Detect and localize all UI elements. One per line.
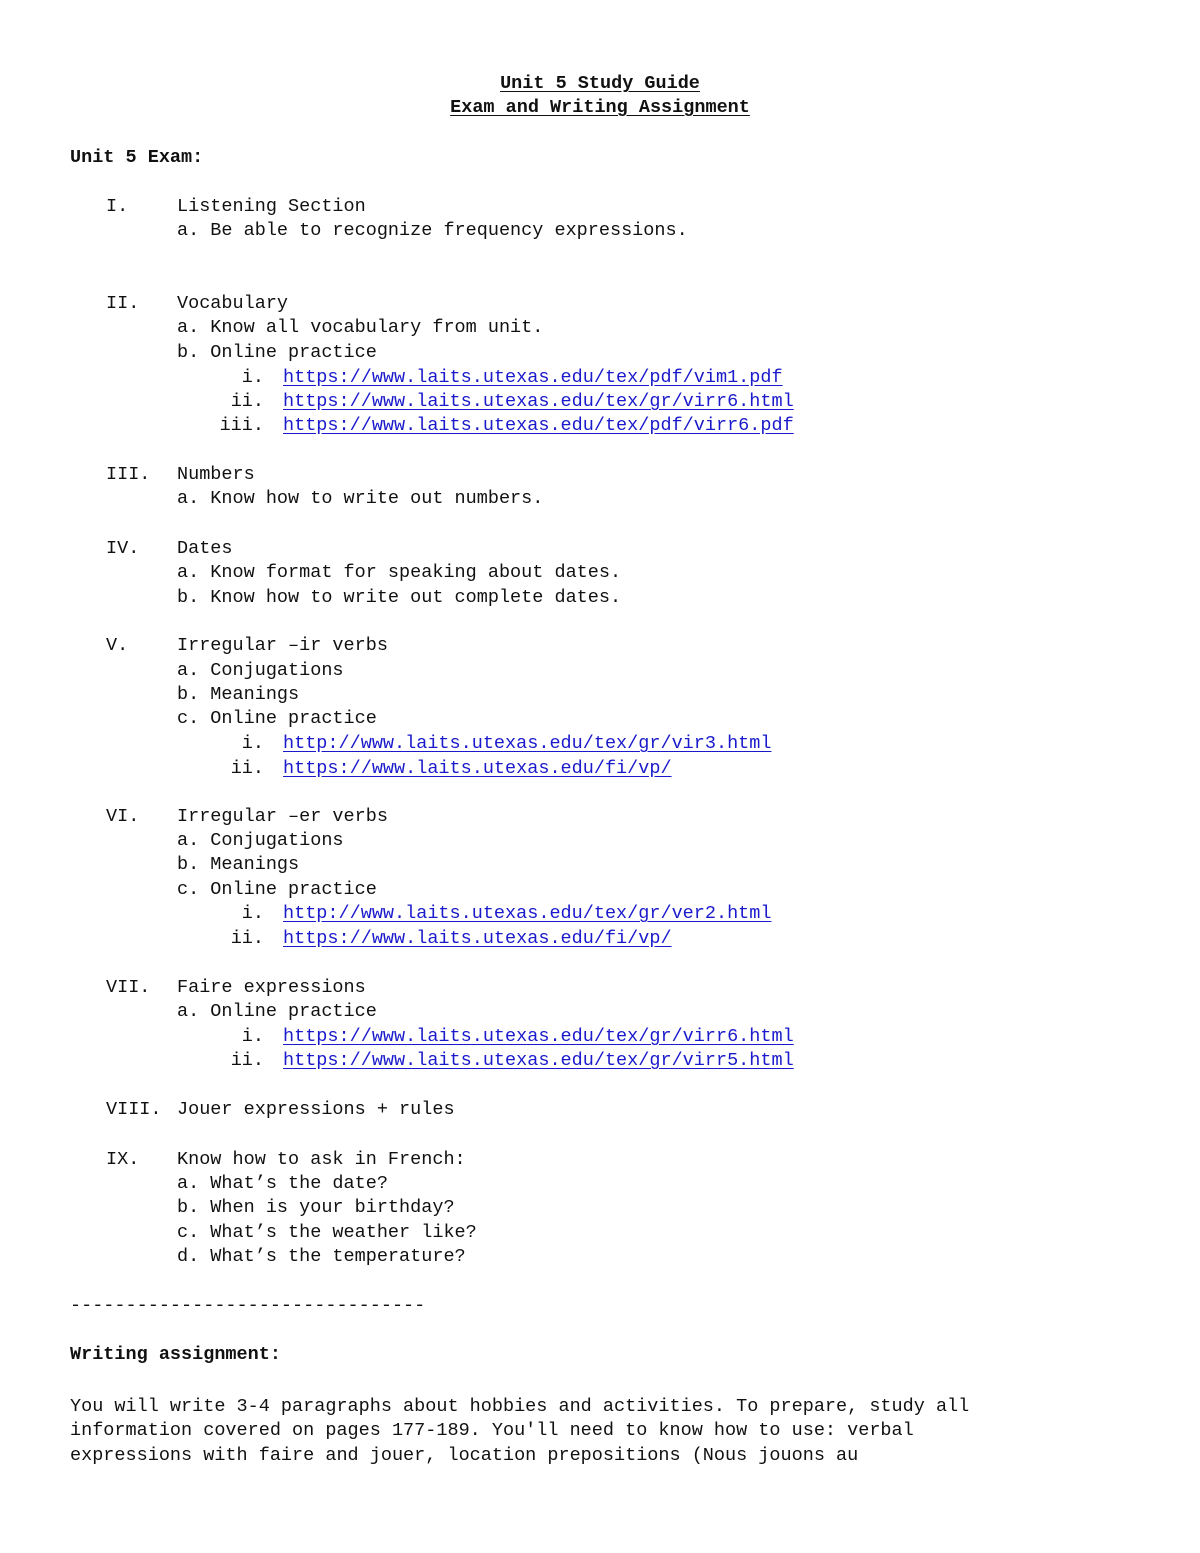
link-num: ii. (230, 758, 264, 779)
list-item: a. Be able to recognize frequency expressions. (177, 220, 688, 241)
list-item: c. What’s the weather like? (177, 1222, 477, 1243)
link-num: ii. (230, 928, 264, 949)
practice-link[interactable]: https://www.laits.utexas.edu/tex/gr/virr6.html (283, 1026, 794, 1047)
paragraph-line: You will write 3-4 paragraphs about hobbies and activities. To prepare, study all (70, 1396, 970, 1417)
section-title: Numbers (177, 464, 255, 485)
practice-link[interactable]: https://www.laits.utexas.edu/tex/gr/virr6.html (283, 391, 794, 412)
practice-link[interactable]: https://www.laits.utexas.edu/fi/vp/ (283, 758, 672, 779)
list-item: a. Know how to write out numbers. (177, 488, 544, 509)
list-item: b. Meanings (177, 684, 300, 705)
doc-subtitle: Exam and Writing Assignment (450, 97, 750, 118)
link-num: ii. (230, 391, 264, 412)
list-item: b. Meanings (177, 854, 300, 875)
section-num: III. (106, 464, 151, 485)
paragraph-line: information covered on pages 177-189. You'll need to know how to use: verbal (70, 1420, 914, 1441)
divider: -------------------------------- (70, 1295, 426, 1316)
section-title: Dates (177, 538, 233, 559)
paragraph-line: expressions with faire and jouer, location prepositions (Nous jouons au (70, 1445, 859, 1466)
doc-title: Unit 5 Study Guide (500, 73, 700, 94)
list-item: a. What’s the date? (177, 1173, 388, 1194)
practice-link[interactable]: http://www.laits.utexas.edu/tex/gr/vir3.html (283, 733, 772, 754)
link-num: i. (241, 367, 264, 388)
list-item: a. Know format for speaking about dates. (177, 562, 622, 583)
section-num: IX. (106, 1149, 140, 1170)
list-item: b. Online practice (177, 342, 377, 363)
list-item: c. Online practice (177, 708, 377, 729)
list-item: a. Know all vocabulary from unit. (177, 317, 544, 338)
section-title: Know how to ask in French: (177, 1149, 466, 1170)
list-item: b. Know how to write out complete dates. (177, 587, 622, 608)
list-item: b. When is your birthday? (177, 1197, 455, 1218)
section-num: I. (106, 196, 129, 217)
list-item: a. Conjugations (177, 830, 344, 851)
list-item: a. Conjugations (177, 660, 344, 681)
exam-heading: Unit 5 Exam: (70, 147, 204, 168)
practice-link[interactable]: https://www.laits.utexas.edu/tex/pdf/vim1.pdf (283, 367, 783, 388)
link-num: i. (241, 1026, 264, 1047)
section-num: VIII. (106, 1099, 162, 1120)
section-title: Irregular –ir verbs (177, 635, 388, 656)
list-item: c. Online practice (177, 879, 377, 900)
section-num: II. (106, 293, 140, 314)
practice-link[interactable]: https://www.laits.utexas.edu/tex/gr/virr5.html (283, 1050, 794, 1071)
link-num: iii. (219, 415, 264, 436)
section-num: V. (106, 635, 129, 656)
list-item: d. What’s the temperature? (177, 1246, 466, 1267)
practice-link[interactable]: http://www.laits.utexas.edu/tex/gr/ver2.html (283, 903, 772, 924)
section-num: VII. (106, 977, 151, 998)
writing-heading: Writing assignment: (70, 1344, 281, 1365)
practice-link[interactable]: https://www.laits.utexas.edu/fi/vp/ (283, 928, 672, 949)
section-num: IV. (106, 538, 140, 559)
link-num: ii. (230, 1050, 264, 1071)
link-num: i. (241, 733, 264, 754)
practice-link[interactable]: https://www.laits.utexas.edu/tex/pdf/virr6.pdf (283, 415, 794, 436)
list-item: a. Online practice (177, 1001, 377, 1022)
section-title: Vocabulary (177, 293, 289, 314)
section-title: Irregular –er verbs (177, 806, 388, 827)
section-title: Listening Section (177, 196, 366, 217)
section-title: Jouer expressions + rules (177, 1099, 455, 1120)
section-num: VI. (106, 806, 140, 827)
section-title: Faire expressions (177, 977, 366, 998)
link-num: i. (241, 903, 264, 924)
